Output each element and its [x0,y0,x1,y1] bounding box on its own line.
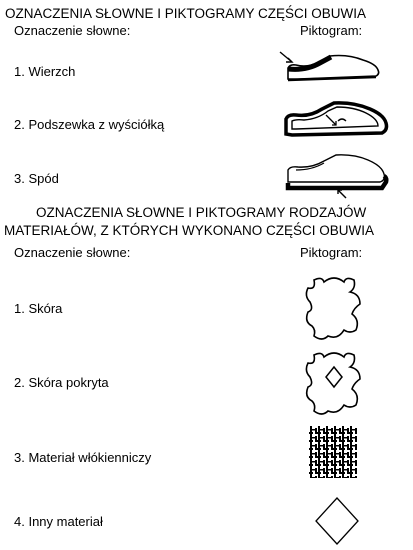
shoe-sole-icon [282,152,392,200]
parts-pictogram-column-header: Piktogram: [300,23,363,38]
parts-section-title: OZNACZENIA SŁOWNE I PIKTOGRAMY CZĘŚCI OBUWIA [5,6,367,21]
shoe-lining-icon [282,99,392,141]
leather-hide-icon [300,272,368,344]
parts-label-column-header: Oznaczenie słowne: [14,23,131,38]
part-label-upper: 1. Wierzch [14,64,76,79]
materials-pictogram-column-header: Piktogram: [300,245,363,260]
shoe-upper-icon [278,48,388,90]
other-material-diamond-icon [314,496,360,546]
material-label-textile: 3. Materiał włókienniczy [14,450,152,465]
part-label-sole: 3. Spód [14,171,59,186]
material-label-leather: 1. Skóra [14,301,63,316]
material-label-other: 4. Inny materiał [14,514,103,529]
materials-section-title-line1: OZNACZENIA SŁOWNE I PIKTOGRAMY RODZAJÓW [36,205,367,220]
textile-weave-icon [307,424,359,480]
materials-label-column-header: Oznaczenie słowne: [14,245,131,260]
material-label-coated-leather: 2. Skóra pokryta [14,375,109,390]
coated-leather-icon [300,347,368,419]
materials-section-title-line2: MATERIAŁÓW, Z KTÓRYCH WYKONANO CZĘŚCI OBUWIA [4,223,375,238]
part-label-lining: 2. Podszewka z wyściółką [14,117,165,132]
